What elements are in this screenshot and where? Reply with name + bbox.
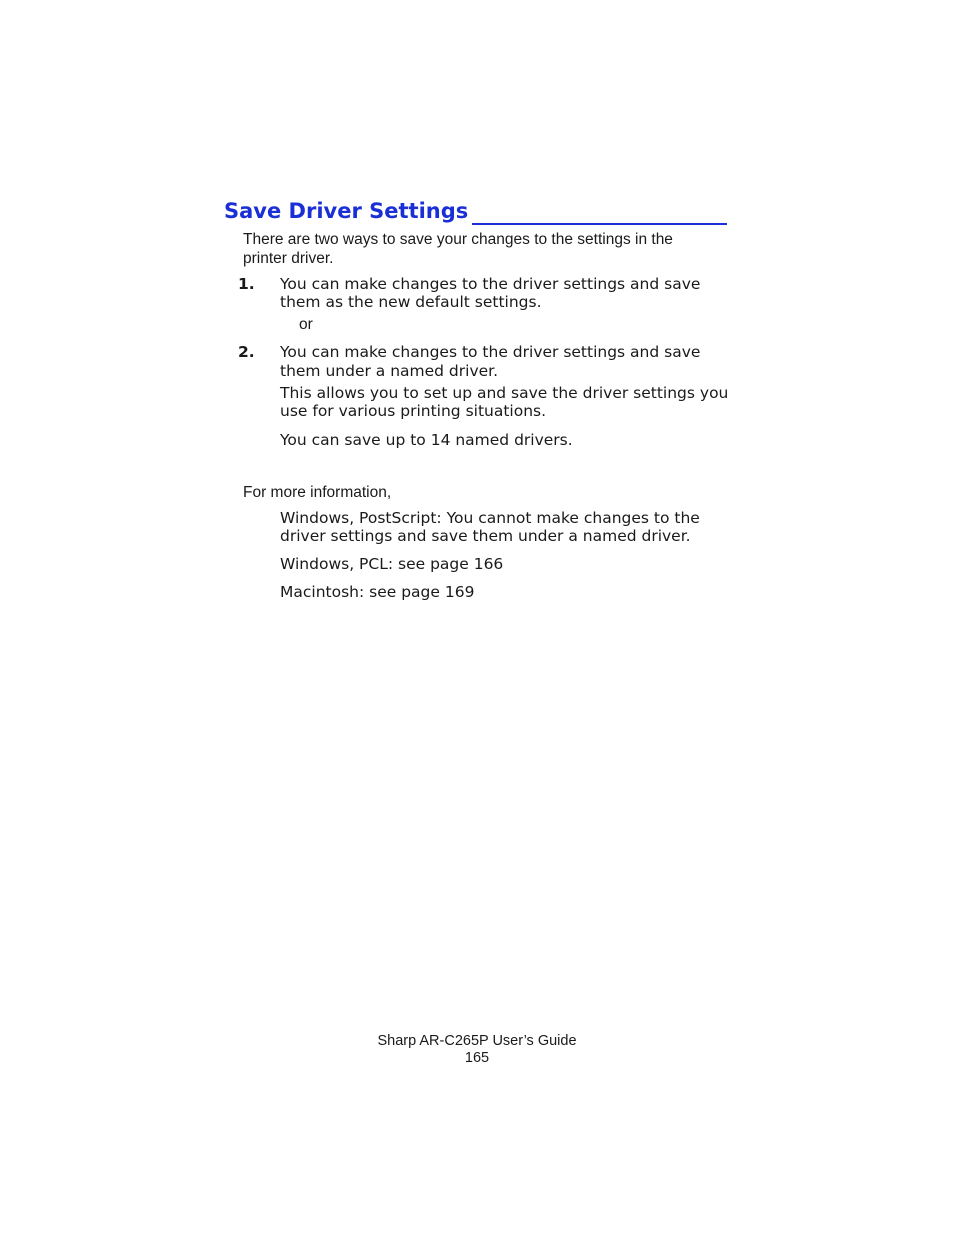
more-info-windows-postscript-line-1: Windows, PostScript: You cannot make changes to the [280, 509, 700, 527]
more-info-macintosh: Macintosh: see page 169 [280, 583, 475, 601]
step-2-note-line-2: use for various printing situations. [280, 402, 547, 420]
section-heading [224, 197, 727, 225]
more-info-label: For more information, [243, 484, 392, 501]
more-info-windows-pcl: Windows, PCL: see page 166 [280, 555, 504, 573]
step-2-note-line-1: This allows you to set up and save the driver settings you [280, 384, 729, 402]
step-1-line-2: them as the new default settings. [280, 293, 542, 311]
page-title: Save Driver Settings [224, 197, 472, 225]
step-2-line-1: You can make changes to the driver settings and save [280, 343, 701, 361]
step-2-note-2: You can save up to 14 named drivers. [280, 431, 573, 449]
step-2-line-2: them under a named driver. [280, 362, 499, 380]
step-2-number: 2. [238, 343, 255, 361]
footer-guide-title: Sharp AR-C265P User’s Guide [377, 1033, 577, 1049]
step-1-number: 1. [238, 275, 255, 293]
or-separator: or [299, 316, 313, 333]
intro-line-1: There are two ways to save your changes to the settings in the [243, 231, 673, 248]
step-1-line-1: You can make changes to the driver settings and save [280, 275, 701, 293]
more-info-windows-postscript-line-2: driver settings and save them under a named driver. [280, 527, 691, 545]
footer-page-number: 165 [464, 1050, 490, 1066]
intro-line-2: printer driver. [243, 250, 334, 267]
